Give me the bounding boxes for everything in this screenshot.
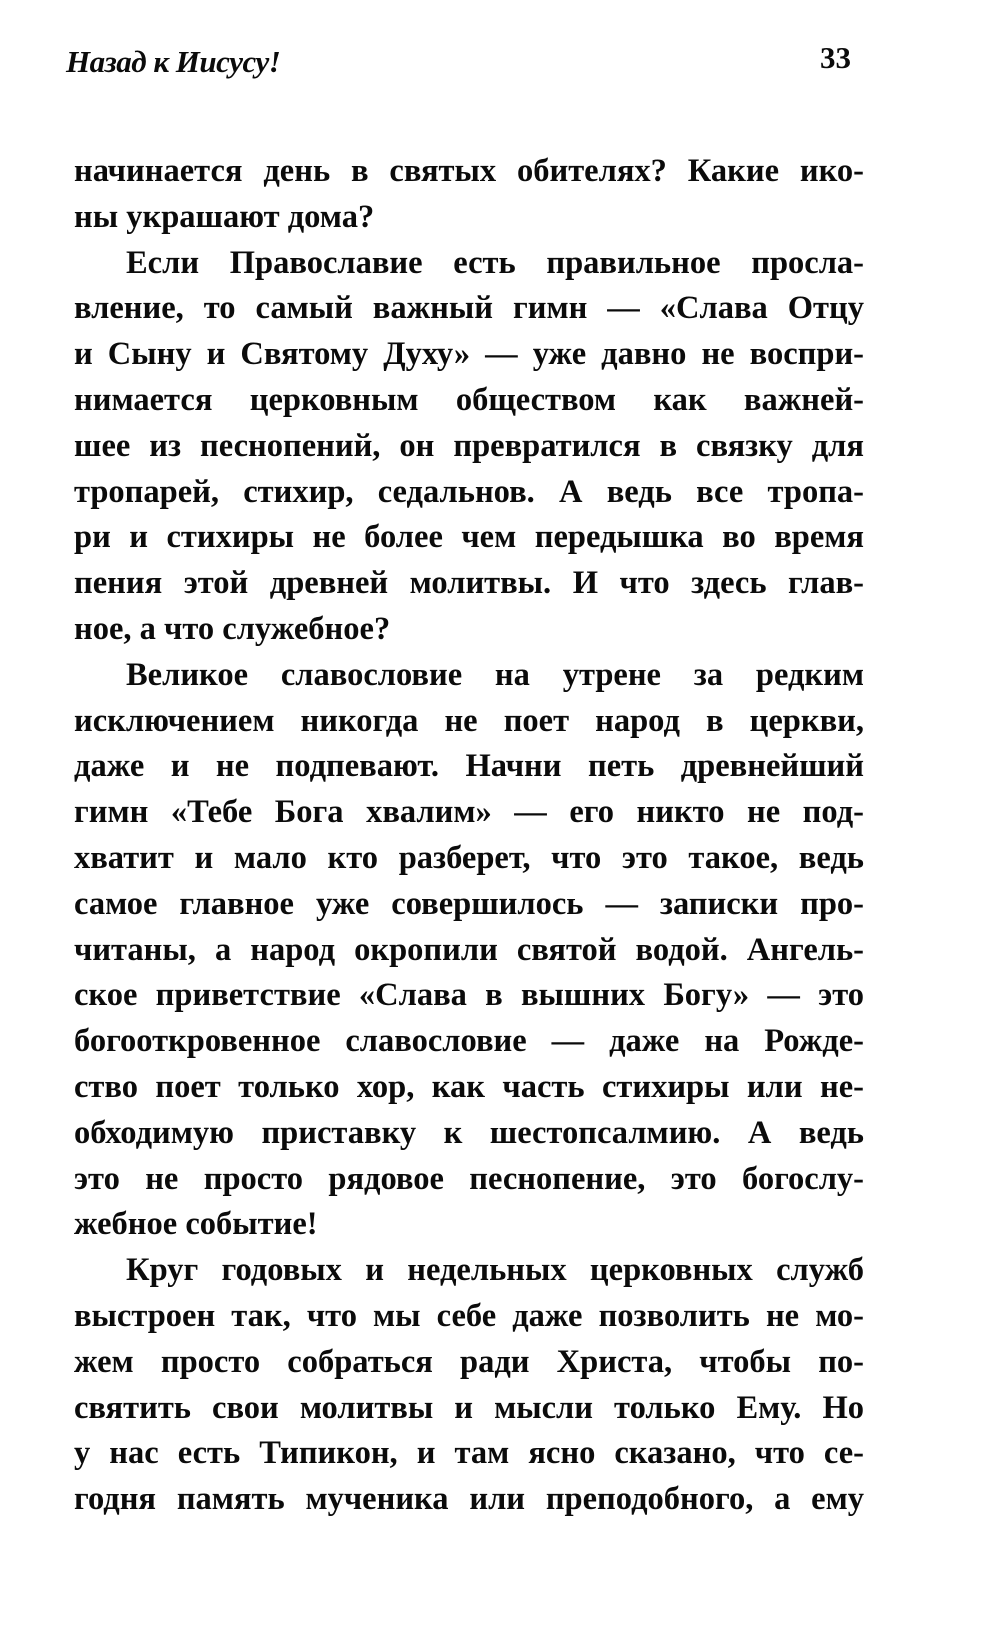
text-line: читаны, а народ окропили святой водой. Ангель- [74, 931, 864, 968]
text-line: святить свои молитвы и мысли только Ему. Но [74, 1389, 864, 1426]
text-line: исключением никогда не поет народ в церкви, [74, 702, 864, 739]
text-line: нимается церковным обществом как важней- [74, 381, 864, 418]
text-line: это не просто рядовое песнопение, это богослу- [74, 1160, 864, 1197]
text-line: шее из песнопений, он превратился в связку для [74, 427, 864, 464]
text-line: Великое славословие на утрене за редким [126, 656, 864, 693]
text-line: и Сыну и Святому Духу» — уже давно не воспри- [74, 336, 864, 373]
text-line: ны украшают дома? [74, 198, 375, 235]
text-line: ское приветствие «Слава в вышних Богу» — это [74, 977, 864, 1014]
text-line: выстроен так, что мы себе даже позволить не мо- [74, 1297, 864, 1334]
text-line: ное, а что служебное? [74, 610, 391, 647]
text-line: у нас есть Типикон, и там ясно сказано, что се- [74, 1435, 864, 1472]
text-line: ри и стихиры не более чем передышка во время [74, 519, 864, 556]
text-line: хватит и мало кто разберет, что это такое, ведь [74, 839, 864, 876]
running-title: Назад к Иисусу! [66, 44, 281, 79]
text-line: вление, то самый важный гимн — «Слава Отцу [74, 290, 864, 327]
text-line: жебное событие! [74, 1206, 318, 1243]
text-line: годня память мученика или преподобного, а ему [74, 1481, 864, 1518]
text-line: Если Православие есть правильное просла- [126, 244, 864, 281]
page-number: 33 [820, 40, 851, 75]
text-line: Круг годовых и недельных церковных служб [126, 1252, 864, 1289]
text-line: тропарей, стихир, седальнов. А ведь все тропа- [74, 473, 864, 510]
text-line: обходимую приставку к шестопсалмию. А ведь [74, 1114, 864, 1151]
text-line: жем просто собраться ради Христа, чтобы по- [74, 1343, 864, 1380]
text-line: богооткровенное славословие — даже на Рожде- [74, 1023, 864, 1060]
text-line: ство поет только хор, как часть стихиры или не- [74, 1068, 864, 1105]
text-line: начинается день в святых обителях? Какие ико- [74, 153, 864, 189]
text-line: гимн «Тебе Бога хвалим» — его никто не под- [74, 794, 864, 831]
body-text [74, 149, 864, 1523]
text-line: самое главное уже совершилось — записки про- [74, 885, 864, 922]
text-line: пения этой древней молитвы. И что здесь глав- [74, 565, 864, 602]
text-line: даже и не подпевают. Начни петь древнейший [74, 748, 864, 785]
